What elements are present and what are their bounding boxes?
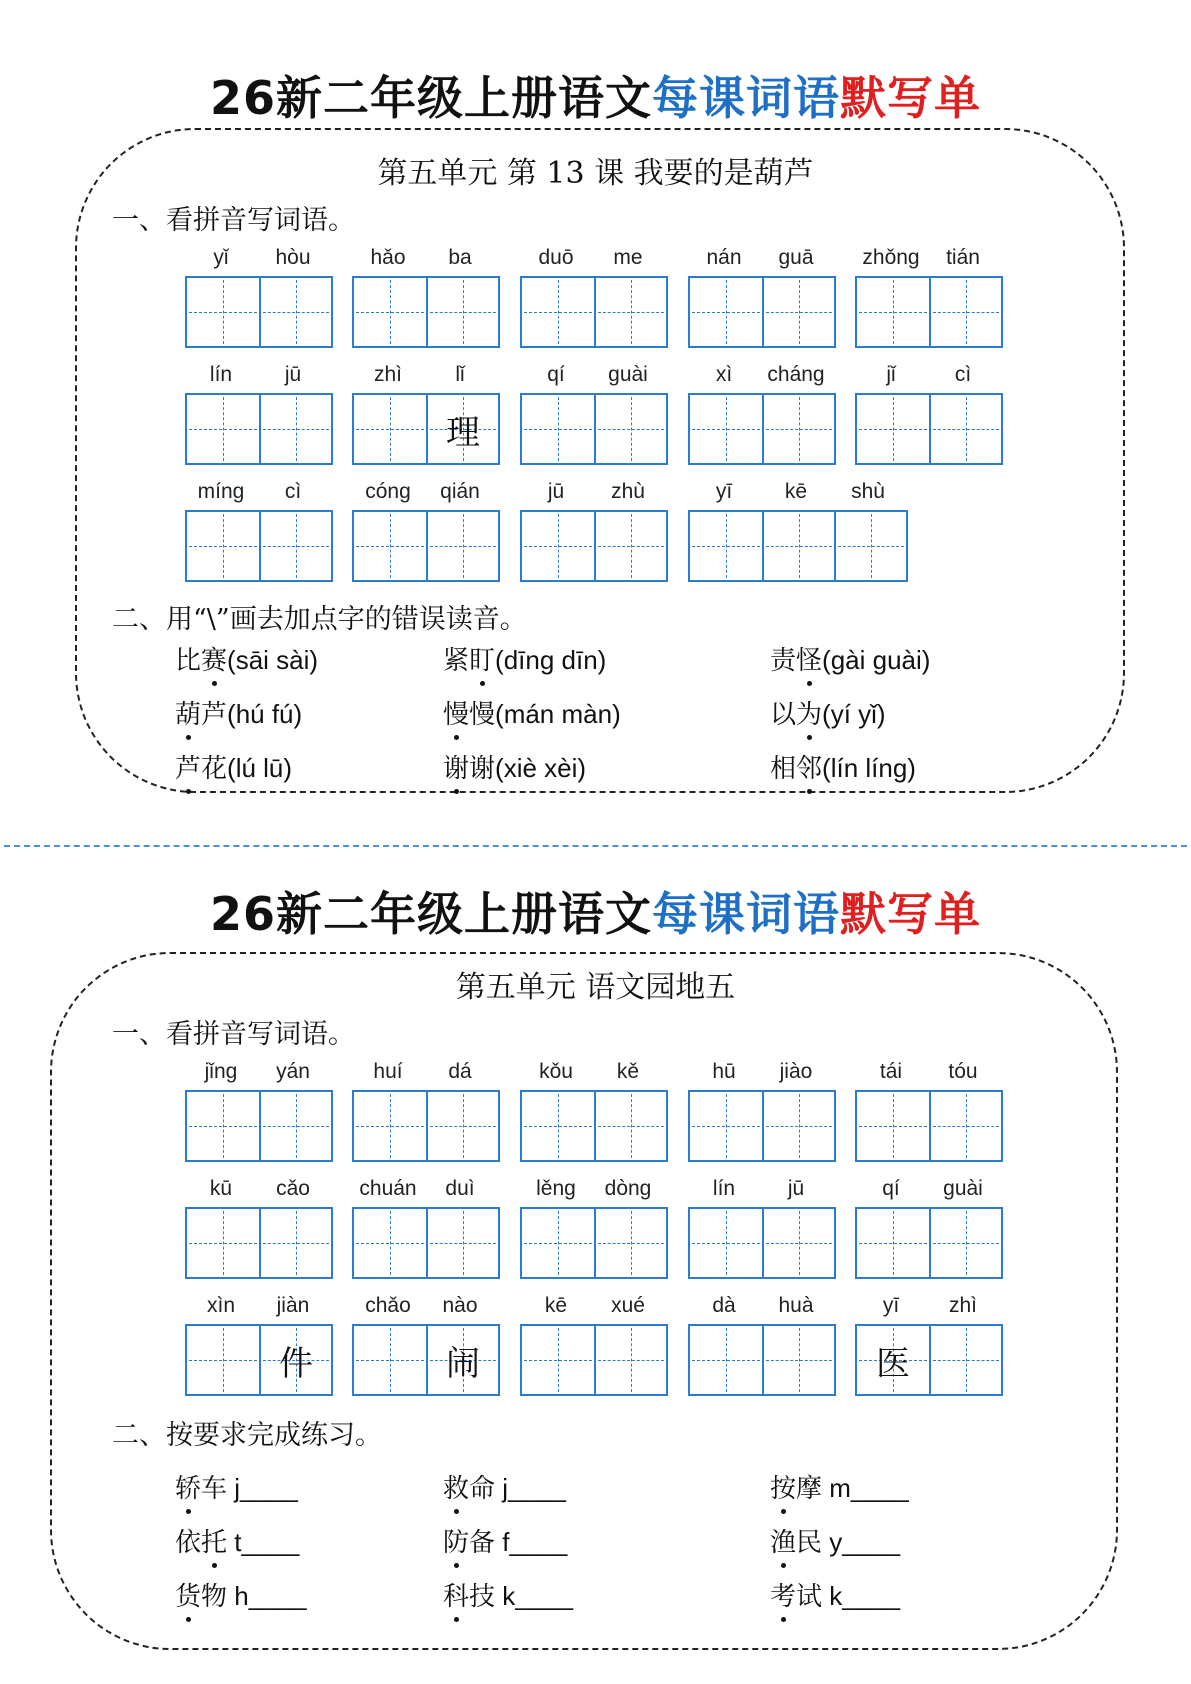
- sheet1-title-part2: 每课词语: [652, 71, 840, 125]
- word-box-group: [855, 363, 999, 465]
- exercise-item: [175, 1522, 299, 1559]
- exercise-item: [443, 640, 606, 677]
- word-box-group: [185, 1060, 329, 1162]
- writing-cell[interactable]: [594, 278, 666, 346]
- word-suffix: 命: [469, 1474, 496, 1504]
- pinyin-label: yī: [882, 1294, 900, 1317]
- pinyin-label: jǐ: [886, 363, 896, 386]
- pinyin-label: tián: [946, 246, 980, 269]
- writing-cell[interactable]: [522, 278, 594, 346]
- word-box-group: [520, 246, 664, 348]
- dotted-character: 渔: [770, 1522, 796, 1559]
- dotted-character: 盯: [469, 640, 495, 677]
- pinyin-label: zhǒng: [862, 246, 920, 269]
- pinyin-label: cháng: [767, 363, 825, 386]
- exercise-item: [770, 640, 930, 677]
- tian-grid: [855, 393, 1003, 465]
- pinyin-label: zhì: [373, 363, 402, 386]
- pinyin-label: qián: [440, 480, 480, 503]
- tian-grid: [855, 276, 1003, 348]
- tian-grid: [352, 276, 500, 348]
- pinyin-label: kē: [544, 1294, 568, 1317]
- writing-cell[interactable]: [929, 1326, 1001, 1394]
- word-suffix: 摩: [796, 1474, 823, 1504]
- dotted-character: 芦: [175, 748, 201, 785]
- writing-cell[interactable]: [259, 395, 331, 463]
- reading-options[interactable]: (lín líng): [822, 753, 916, 783]
- tian-grid: [520, 276, 668, 348]
- writing-cell[interactable]: [522, 512, 594, 580]
- pinyin-label: lín: [209, 363, 233, 386]
- tian-grid: [688, 276, 836, 348]
- tian-grid: [688, 393, 836, 465]
- word-box-group: [520, 1294, 664, 1396]
- word-box-group: [520, 1177, 664, 1279]
- word-box-group: [855, 1294, 999, 1396]
- reading-options[interactable]: (gài guài): [822, 645, 931, 675]
- pinyin-label: chuán: [359, 1177, 417, 1200]
- sheet2-title-part2: 每课词语: [652, 887, 840, 941]
- pinyin-label: jǐng: [204, 1060, 238, 1083]
- exercise-item: [770, 748, 916, 785]
- dotted-character: 慢: [443, 694, 469, 731]
- writing-cell[interactable]: [259, 278, 331, 346]
- pinyin-label: jiào: [779, 1060, 813, 1083]
- pinyin-label: nán: [706, 246, 742, 269]
- word-box-group: [352, 480, 496, 582]
- word-box-group: [855, 1177, 999, 1279]
- pinyin-label: yǐ: [213, 246, 229, 269]
- sheet2-title: [0, 878, 1191, 944]
- prefilled-character: 理: [446, 412, 480, 453]
- reading-options[interactable]: t____: [227, 1527, 300, 1557]
- word-box-group: [688, 1294, 832, 1396]
- pinyin-label: kū: [209, 1177, 233, 1200]
- writing-cell[interactable]: [426, 512, 498, 580]
- reading-options[interactable]: (yí yǐ): [822, 699, 886, 729]
- word-box-group: [352, 363, 496, 465]
- dotted-character: 托: [201, 1522, 227, 1559]
- reading-options[interactable]: (hú fú): [227, 699, 303, 729]
- writing-cell[interactable]: [857, 395, 929, 463]
- tian-grid: [520, 510, 668, 582]
- tian-grid: [185, 393, 333, 465]
- writing-cell[interactable]: [690, 1092, 762, 1160]
- tian-grid: [352, 510, 500, 582]
- pinyin-label: jiàn: [276, 1294, 310, 1317]
- exercise-item: [770, 1522, 900, 1559]
- word-suffix: 备: [469, 1528, 496, 1558]
- sheet1-title-part3: 默写单: [840, 71, 981, 125]
- pinyin-label: xìn: [206, 1294, 235, 1317]
- pinyin-label: dá: [448, 1060, 472, 1083]
- writing-cell[interactable]: [762, 1326, 834, 1394]
- word-prefix: 相: [770, 754, 797, 784]
- word-prefix: 比: [175, 646, 202, 676]
- word-suffix: 物: [201, 1582, 228, 1612]
- exercise-item: [175, 748, 292, 785]
- tian-grid: [185, 1324, 333, 1396]
- writing-cell[interactable]: [426, 1092, 498, 1160]
- tian-grid: [688, 1207, 836, 1279]
- pinyin-label: dòng: [604, 1177, 652, 1200]
- writing-cell[interactable]: [187, 512, 259, 580]
- pinyin-label: jū: [547, 480, 565, 503]
- tian-grid: [352, 1090, 500, 1162]
- word-box-group: [185, 1177, 329, 1279]
- word-suffix: 民: [796, 1528, 823, 1558]
- writing-cell[interactable]: [187, 1092, 259, 1160]
- dotted-character: 赛: [201, 640, 227, 677]
- prefilled-character: 件: [279, 1343, 313, 1384]
- exercise-item: [770, 1468, 909, 1505]
- pinyin-label: guài: [608, 363, 648, 386]
- word-prefix: 责: [770, 646, 797, 676]
- pinyin-label: zhì: [948, 1294, 977, 1317]
- writing-cell[interactable]: [522, 1092, 594, 1160]
- pinyin-label: cì: [284, 480, 302, 503]
- word-box-group: [688, 480, 904, 582]
- reading-options[interactable]: k____: [822, 1581, 901, 1611]
- writing-cell[interactable]: [354, 1092, 426, 1160]
- pinyin-label: qí: [882, 1177, 900, 1200]
- writing-cell[interactable]: [426, 1209, 498, 1277]
- word-box-group: [352, 1294, 496, 1396]
- pinyin-label: lín: [712, 1177, 736, 1200]
- writing-cell[interactable]: [834, 512, 906, 580]
- writing-cell[interactable]: [594, 512, 666, 580]
- pinyin-label: guài: [943, 1177, 983, 1200]
- writing-cell[interactable]: [857, 1209, 929, 1277]
- pinyin-label: huí: [373, 1060, 403, 1083]
- reading-options[interactable]: (mán màn): [495, 699, 621, 729]
- tian-grid: [855, 1090, 1003, 1162]
- writing-cell[interactable]: [187, 1326, 259, 1394]
- writing-cell[interactable]: [259, 1092, 331, 1160]
- exercise-item: [443, 748, 586, 785]
- pinyin-label: ba: [448, 246, 472, 269]
- word-prefix: 紧: [443, 646, 470, 676]
- word-suffix: 试: [796, 1582, 823, 1612]
- exercise-item: [770, 1576, 900, 1613]
- reading-options[interactable]: j____: [495, 1473, 566, 1503]
- word-suffix: 车: [201, 1474, 228, 1504]
- exercise-item: [175, 1468, 298, 1505]
- tian-grid: [520, 393, 668, 465]
- word-box-group: [688, 246, 832, 348]
- reading-options[interactable]: m____: [822, 1473, 909, 1503]
- writing-cell[interactable]: [857, 1326, 929, 1394]
- cut-line: [4, 845, 1187, 847]
- pinyin-label: hòu: [275, 246, 311, 269]
- exercise-item: [443, 1522, 567, 1559]
- pinyin-label: tái: [879, 1060, 903, 1083]
- tian-grid: [688, 1324, 836, 1396]
- sheet2-lesson-title: 第五单元 语文园地五: [455, 970, 736, 1005]
- sheet2-title-part3: 默写单: [840, 887, 981, 941]
- pinyin-label: jū: [284, 363, 302, 386]
- tian-grid: [520, 1207, 668, 1279]
- sheet1-title: [0, 62, 1191, 128]
- dotted-character: 按: [770, 1468, 796, 1505]
- exercise-item: [175, 1576, 307, 1613]
- pinyin-label: cì: [954, 363, 972, 386]
- word-suffix: 技: [469, 1582, 496, 1612]
- tian-grid: [352, 1207, 500, 1279]
- writing-cell[interactable]: [762, 395, 834, 463]
- pinyin-label: kē: [784, 480, 808, 503]
- tian-grid: [185, 276, 333, 348]
- writing-cell[interactable]: [594, 395, 666, 463]
- exercise-item: [443, 1576, 573, 1613]
- word-box-group: [352, 1177, 496, 1279]
- pinyin-label: dà: [712, 1294, 736, 1317]
- writing-cell[interactable]: [354, 278, 426, 346]
- exercise-item: [770, 694, 886, 731]
- exercise-item: [443, 694, 621, 731]
- writing-cell[interactable]: [594, 1326, 666, 1394]
- exercise-item: [443, 1468, 566, 1505]
- word-suffix: 慢: [469, 700, 496, 730]
- writing-cell[interactable]: [929, 278, 1001, 346]
- tian-grid: [185, 1090, 333, 1162]
- word-box-group: [688, 1177, 832, 1279]
- writing-cell[interactable]: [426, 395, 498, 463]
- writing-cell[interactable]: [690, 278, 762, 346]
- word-prefix: 依: [175, 1528, 202, 1558]
- writing-cell[interactable]: [426, 1326, 498, 1394]
- dotted-character: 谢: [443, 748, 469, 785]
- prefilled-character: 医: [876, 1343, 910, 1384]
- pinyin-label: duō: [538, 246, 574, 269]
- writing-cell[interactable]: [762, 1092, 834, 1160]
- dotted-character: 防: [443, 1522, 469, 1559]
- word-box-group: [185, 1294, 329, 1396]
- exercise-item: [175, 640, 318, 677]
- pinyin-label: hū: [712, 1060, 736, 1083]
- tian-grid: [855, 1207, 1003, 1279]
- pinyin-label: guā: [778, 246, 814, 269]
- dotted-character: 为: [796, 694, 822, 731]
- word-box-group: [352, 1060, 496, 1162]
- reading-options[interactable]: f____: [495, 1527, 568, 1557]
- dotted-character: 轿: [175, 1468, 201, 1505]
- pinyin-label: jū: [787, 1177, 805, 1200]
- tian-grid: [688, 1090, 836, 1162]
- pinyin-label: yī: [715, 480, 733, 503]
- reading-options[interactable]: j____: [227, 1473, 298, 1503]
- reading-options[interactable]: (lú lū): [227, 753, 293, 783]
- pinyin-label: lǐ: [455, 363, 465, 386]
- pinyin-label: xué: [611, 1294, 645, 1317]
- word-box-group: [688, 1060, 832, 1162]
- pinyin-label: huà: [778, 1294, 814, 1317]
- pinyin-label: kě: [616, 1060, 640, 1083]
- writing-cell[interactable]: [762, 1209, 834, 1277]
- pinyin-label: lěng: [536, 1177, 576, 1200]
- writing-cell[interactable]: [929, 1092, 1001, 1160]
- tian-grid: [520, 1090, 668, 1162]
- writing-cell[interactable]: [187, 278, 259, 346]
- writing-cell[interactable]: [259, 1209, 331, 1277]
- writing-cell[interactable]: [259, 512, 331, 580]
- word-box-group: [520, 480, 664, 582]
- reading-options[interactable]: k____: [495, 1581, 574, 1611]
- writing-cell[interactable]: [354, 512, 426, 580]
- writing-cell[interactable]: [690, 512, 762, 580]
- dotted-character: 考: [770, 1576, 796, 1613]
- reading-options[interactable]: (xiè xèi): [495, 753, 587, 783]
- writing-cell[interactable]: [426, 278, 498, 346]
- word-suffix: 芦: [201, 700, 228, 730]
- word-box-group: [688, 363, 832, 465]
- writing-cell[interactable]: [354, 1209, 426, 1277]
- writing-cell[interactable]: [354, 1326, 426, 1394]
- writing-cell[interactable]: [762, 512, 834, 580]
- reading-options[interactable]: y____: [822, 1527, 901, 1557]
- writing-cell[interactable]: [929, 395, 1001, 463]
- tian-grid: [352, 1324, 500, 1396]
- writing-cell[interactable]: [929, 1209, 1001, 1277]
- writing-cell[interactable]: [762, 278, 834, 346]
- pinyin-label: duì: [445, 1177, 475, 1200]
- exercise-item: [175, 694, 302, 731]
- writing-cell[interactable]: [259, 1326, 331, 1394]
- word-box-group: [520, 1060, 664, 1162]
- pinyin-label: cóng: [365, 480, 411, 503]
- writing-cell[interactable]: [594, 1209, 666, 1277]
- writing-cell[interactable]: [690, 1326, 762, 1394]
- reading-options[interactable]: (sāi sài): [227, 645, 319, 675]
- pinyin-label: yán: [276, 1060, 310, 1083]
- pinyin-label: shù: [851, 480, 885, 503]
- word-prefix: 以: [770, 700, 797, 730]
- writing-cell[interactable]: [594, 1092, 666, 1160]
- sheet2-section2-heading: 二、按要求完成练习。: [112, 1420, 382, 1451]
- sheet1-section1-heading: 一、看拼音写词语。: [112, 205, 355, 236]
- pinyin-label: cǎo: [276, 1177, 310, 1200]
- tian-grid: [185, 510, 333, 582]
- dotted-character: 救: [443, 1468, 469, 1505]
- word-box-group: [520, 363, 664, 465]
- word-suffix: 谢: [469, 754, 496, 784]
- word-box-group: [855, 1060, 999, 1162]
- reading-options[interactable]: h____: [227, 1581, 307, 1611]
- tian-grid: [855, 1324, 1003, 1396]
- dotted-character: 科: [443, 1576, 469, 1613]
- pinyin-label: zhù: [611, 480, 645, 503]
- writing-cell[interactable]: [690, 1209, 762, 1277]
- dotted-character: 邻: [796, 748, 822, 785]
- tian-grid: [352, 393, 500, 465]
- sheet1-title-part1: 26新二年级上册语文: [209, 71, 652, 125]
- pinyin-label: chǎo: [365, 1294, 411, 1317]
- pinyin-label: xì: [715, 363, 733, 386]
- dotted-character: 怪: [796, 640, 822, 677]
- dotted-character: 葫: [175, 694, 201, 731]
- writing-cell[interactable]: [522, 395, 594, 463]
- reading-options[interactable]: (dīng dīn): [495, 645, 607, 675]
- writing-cell[interactable]: [522, 1326, 594, 1394]
- writing-cell[interactable]: [354, 395, 426, 463]
- pinyin-label: míng: [197, 480, 245, 503]
- writing-cell[interactable]: [522, 1209, 594, 1277]
- sheet2-title-part1: 26新二年级上册语文: [209, 887, 652, 941]
- word-suffix: 花: [201, 754, 228, 784]
- word-box-group: [352, 246, 496, 348]
- pinyin-label: nào: [442, 1294, 478, 1317]
- writing-cell[interactable]: [690, 395, 762, 463]
- writing-cell[interactable]: [857, 278, 929, 346]
- dotted-character: 货: [175, 1576, 201, 1613]
- pinyin-label: hǎo: [370, 246, 406, 269]
- pinyin-label: qí: [547, 363, 565, 386]
- sheet1-lesson-title: 第五单元 第 13 课 我要的是葫芦: [377, 156, 814, 191]
- prefilled-character: 闹: [446, 1343, 480, 1384]
- sheet1-section2-heading: 二、用“\”画去加点字的错误读音。: [112, 604, 527, 635]
- tian-grid: [520, 1324, 668, 1396]
- writing-cell[interactable]: [187, 1209, 259, 1277]
- sheet2-section1-heading: 一、看拼音写词语。: [112, 1019, 355, 1050]
- pinyin-label: kǒu: [539, 1060, 573, 1083]
- pinyin-label: me: [613, 246, 643, 269]
- word-box-group: [185, 363, 329, 465]
- word-box-group: [855, 246, 999, 348]
- writing-cell[interactable]: [187, 395, 259, 463]
- word-box-group: [185, 246, 329, 348]
- word-box-group: [185, 480, 329, 582]
- tian-grid: [688, 510, 908, 582]
- tian-grid: [185, 1207, 333, 1279]
- pinyin-label: tóu: [948, 1060, 978, 1083]
- writing-cell[interactable]: [857, 1092, 929, 1160]
